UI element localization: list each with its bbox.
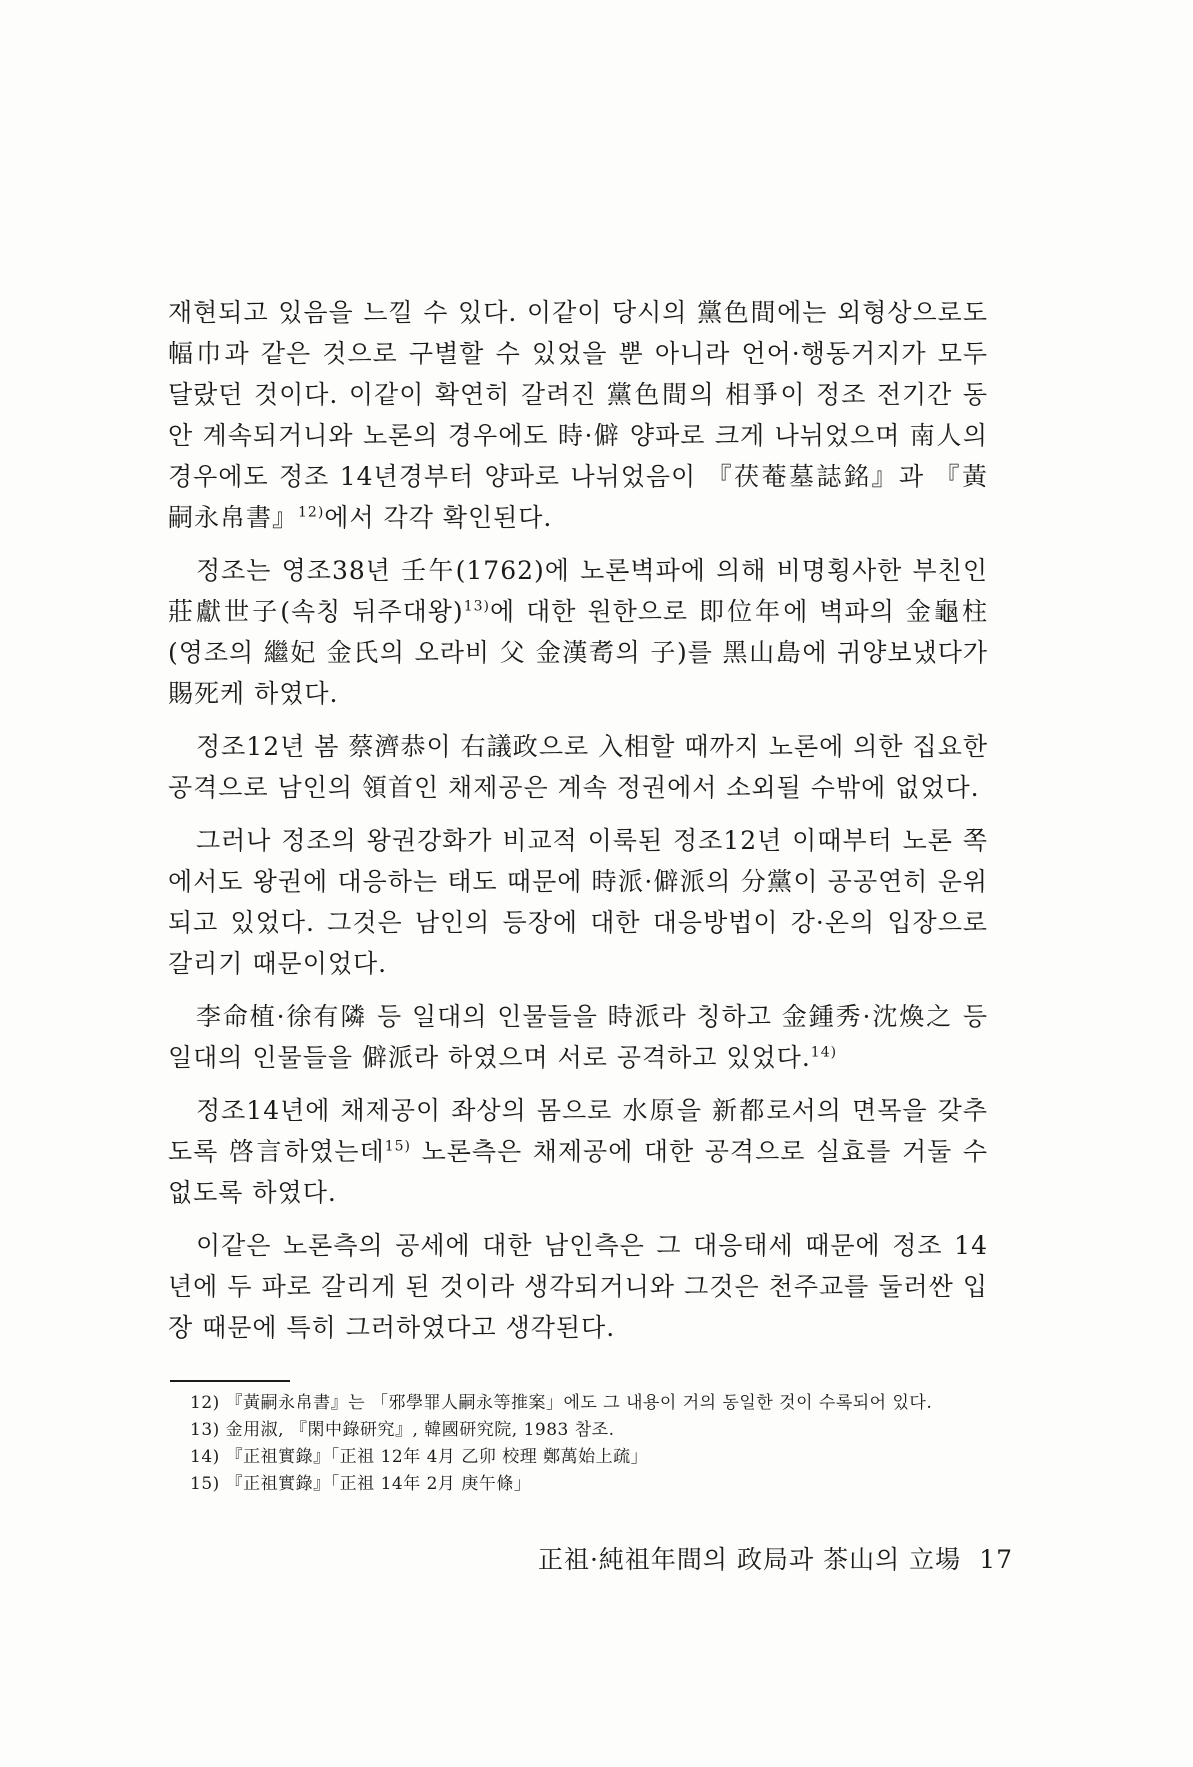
body-text xyxy=(168,292,988,1360)
paragraph-4 xyxy=(168,820,988,984)
paragraph-2 xyxy=(168,550,988,714)
paragraph-text: 에서 각각 확인된다. xyxy=(324,503,553,532)
footnote-divider xyxy=(170,1380,290,1382)
paragraph-text: 노론측은 채제공에 대한 공격으로 실효를 거둘 수 없도록 하였다. xyxy=(168,1137,988,1207)
footnote-12: 12) 『黃嗣永帛書』는 「邪學罪人嗣永等推案」에도 그 내용이 거의 동일한 것이 수록되어 있다. xyxy=(190,1393,933,1413)
paragraph-text: 정조14년에 채제공이 좌상의 몸으로 水原을 新都로서의 면목을 갖추도록 啓言하였는데 xyxy=(168,1096,988,1166)
footnote-ref-12: 12) xyxy=(298,504,325,521)
paragraph-6 xyxy=(168,1090,988,1213)
paragraph-text: 李命植·徐有隣 등 일대의 인물들을 時派라 칭하고 金鍾秀·沈煥之 등 일대의 인물들을 僻派라 하였으며 서로 공격하고 있었다. xyxy=(168,1002,988,1072)
paragraph-3 xyxy=(168,726,988,808)
paragraph-1 xyxy=(168,292,988,538)
paragraph-text: 이같은 노론측의 공세에 대한 남인측은 그 대응태세 때문에 정조 14년에 두 파로 갈리게 된 것이라 생각되거니와 그것은 천주교를 둘러싼 입장 때문에 특히 그러하였다고 생각된다. xyxy=(168,1231,988,1342)
footnotes xyxy=(190,1390,990,1498)
footnote-ref-14: 14) xyxy=(810,1044,838,1061)
running-footer xyxy=(538,1540,1013,1576)
page-number: 17 xyxy=(979,1545,1013,1574)
paragraph-text: 재현되고 있음을 느낄 수 있다. 이같이 당시의 黨色間에는 외형상으로도 幅巾과 같은 것으로 구별할 수 있었을 뿐 아니라 언어·행동거지가 모두 달랐던 것이다. 이같이 확연히 갈려진 黨色間의 相爭이 정조 전기간 동안 계속되거니와 노론의 경우에도 時·僻 양파로 크게 나뉘었으며 南人의 경우에도 정조 14년경부터 양파로 나뉘었음이 『茯菴墓誌銘』과 『黃嗣永帛書』 xyxy=(168,298,988,532)
footnote-14: 14) 『正祖實錄』「正祖 12年 4月 乙卯 校理 鄭萬始上疏」 xyxy=(190,1447,649,1467)
paragraph-7 xyxy=(168,1225,988,1348)
footnote-13: 13) 金用淑, 『閑中錄研究』, 韓國研究院, 1983 참조. xyxy=(190,1420,615,1440)
running-title: 正祖·純祖年間의 政局과 茶山의 立場 xyxy=(537,1545,962,1574)
paragraph-text: 정조12년 봄 蔡濟恭이 右議政으로 入相할 때까지 노론에 의한 집요한 공격으로 남인의 領首인 채제공은 계속 정권에서 소외될 수밖에 없었다. xyxy=(168,732,988,802)
paragraph-text: 정조는 영조38년 壬午(1762)에 노론벽파에 의해 비명횡사한 부친인 莊獻世子(속칭 뒤주대왕) xyxy=(168,556,988,626)
footnote-ref-15: 15) xyxy=(384,1138,411,1155)
footnote-15: 15) 『正祖實錄』「正祖 14年 2月 庚午條」 xyxy=(190,1474,532,1494)
paragraph-5 xyxy=(168,996,988,1078)
paragraph-text: 에 대한 원한으로 即位年에 벽파의 金龜柱(영조의 繼妃 金氏의 오라비 父 金漢耉의 子)를 黑山島에 귀양보냈다가 賜死케 하였다. xyxy=(168,597,988,708)
paragraph-text: 그러나 정조의 왕권강화가 비교적 이룩된 정조12년 이때부터 노론 쪽에서도 왕권에 대응하는 태도 때문에 時派·僻派의 分黨이 공공연히 운위되고 있었다. 그것은 남인의 등장에 대한 대응방법이 강·온의 입장으로 갈리기 때문이었다. xyxy=(168,826,988,978)
footnote-ref-13: 13) xyxy=(463,598,490,615)
